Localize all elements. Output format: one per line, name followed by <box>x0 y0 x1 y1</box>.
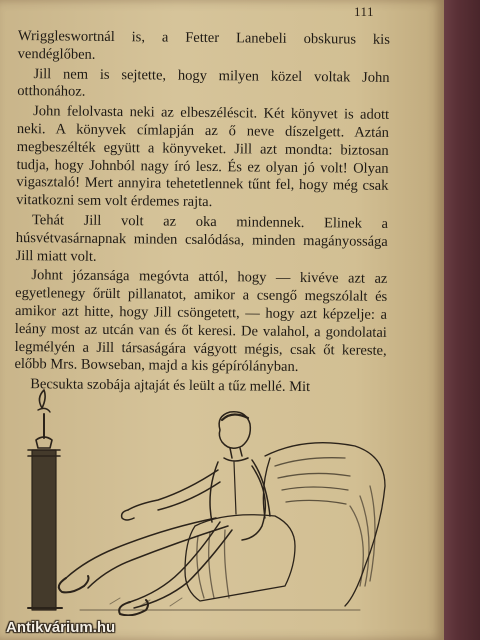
paragraph-1: Wriggleswortnál is, a Fetter Lanebeli obskurus kis vendéglőben. <box>17 28 390 63</box>
sketch-illustration <box>20 386 400 616</box>
book-spine <box>442 0 480 640</box>
watermark-logo: Antikvárium.hu <box>6 619 116 636</box>
pedestal-icon <box>28 450 62 610</box>
paragraph-4: Tehát Jill volt az oka mindennek. Elinek a húsvétvasárnapnak minden csalódása, minden magányossága Jill miatt volt. <box>15 212 389 265</box>
paragraph-5: Johnt józansága megóvta attól, hogy — kivéve azt az egyetlenegy őrült pillanatot, amikor a csengő megszólalt és amikor azt hitte, hogy Jill csöngetett, — hogy azt képzelje: a leány most az utcán van és őt keresi. De valahol, a gondolatai legmélyén a Jill társaságára vágyott mégis, csak őt kereste, előbb Mrs. Bowseban, majd a kis gépírólányban. <box>14 267 388 376</box>
seated-man-icon <box>59 412 270 616</box>
body-text <box>14 28 390 400</box>
armchair-icon <box>185 443 385 606</box>
paragraph-3: John felolvasta neki az elbeszéléscit. Két könyvet is adott neki. A könyvek címlapján az ő neve díszelgett. Aztán megbeszélték együtt a könyveket. Jill azt mondta: biztosan tudja, hogy Johnból nagy író lesz. És ez olyan jó volt! Olyan vigasztaló! Mert annyira tehetetlennek tűnt fel, hogy még csak vitatkozni sem volt érdemes rajta. <box>16 103 390 211</box>
paragraph-6: Becsukta szobája ajtaját és leült a tűz mellé. Mit <box>30 376 311 396</box>
page-number: 111 <box>353 4 374 19</box>
paragraph-2: Jill nem is sejtette, hogy milyen közel voltak John otthonához. <box>17 65 390 101</box>
candle-icon <box>36 390 52 448</box>
